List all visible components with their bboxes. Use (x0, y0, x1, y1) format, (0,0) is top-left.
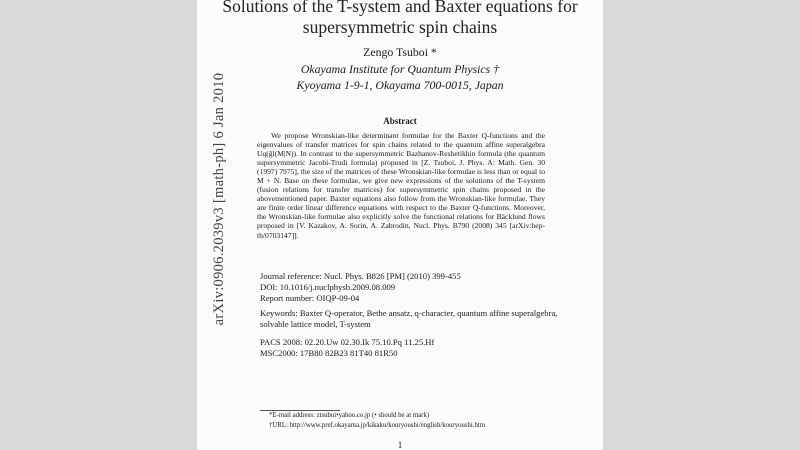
abstract-body (257, 131, 545, 240)
classification (260, 337, 600, 359)
affiliation (197, 61, 603, 93)
abstract-heading: Abstract (383, 116, 417, 126)
keywords (260, 308, 600, 330)
journal-reference: Journal reference: Nucl. Phys. B826 [PM] (2010) 399-455 (260, 271, 461, 281)
footnote-url: †URL: http://www.pref.okayama.jp/kikaku/kouryoushi/english/kouryoushi.htm (269, 422, 486, 429)
footnote-email: *E-mail address: ztsuboi•yahoo.co.jp (• should be at mark) (269, 412, 430, 419)
abstract-text: We propose Wronskian-like determinant formulae for the Baxter Q-functions and the eigenvalues of transfer matrices for spin chains related to the quantum affine superalgebra Uq(ĝl(M|N)). In contrast to the supersymmetric Bazhanov-Reshetikhin formula (the quantum supersymmetric Jacobi-Trudi formula) proposed in [Z. Tsuboi, J. Phys. A: Math. Gen. 30 (1997) 7975], the size of the matrices of these Wronskian-like formulae is less than or equal to M + N. Base on these formulae, we give new expressions of the solutions of the T-system (fusion relations for transfer matrices) for supersymmetric spin chains proposed in the abovementioned paper. Baxter equations also follow from the Wronskian-like formulae. They are finite order linear difference equations with respect to the Baxter Q-functions. Moreover, the Wronskian-like formulae also explicitly solve the functional relations for Bäcklund flows proposed in [V. Kazakov, A. Sorin, A. Zabrodin, Nucl. Phys. B790 (2008) 345 [arXiv:hep-th/0703147]]. (257, 131, 545, 240)
paper-page (197, 0, 603, 450)
msc-codes: MSC2000: 17B80 82B23 81T40 81R50 (260, 347, 398, 358)
affiliation-line-1: Okayama Institute for Quantum Physics † (300, 62, 500, 76)
doi: DOI: 10.1016/j.nuclphysb.2009.08.009 (260, 281, 396, 292)
publication-info (260, 271, 600, 303)
author-name: Zengo Tsuboi * (363, 45, 437, 59)
paper-title (197, 0, 603, 38)
page-number: 1 (397, 440, 403, 450)
pacs-codes: PACS 2008: 02.20.Uw 02.30.Ik 75.10.Pq 11.25.Hf (260, 337, 435, 347)
report-number: Report number: OIQP-09-04 (260, 292, 360, 303)
title-line-1: Solutions of the T-system and Baxter equations for (222, 0, 578, 16)
keywords-line-1: Keywords: Baxter Q-operator, Bethe ansatz, q-character, quantum affine superalgebra, (260, 308, 558, 318)
arxiv-identifier: arXiv:0906.2039v3 [math-ph] 6 Jan 2010 (211, 72, 227, 326)
affiliation-line-2: Kyoyama 1-9-1, Okayama 700-0015, Japan (296, 78, 504, 92)
title-line-2: supersymmetric spin chains (302, 17, 498, 37)
keywords-line-2: solvable lattice model, T-system (260, 318, 371, 329)
